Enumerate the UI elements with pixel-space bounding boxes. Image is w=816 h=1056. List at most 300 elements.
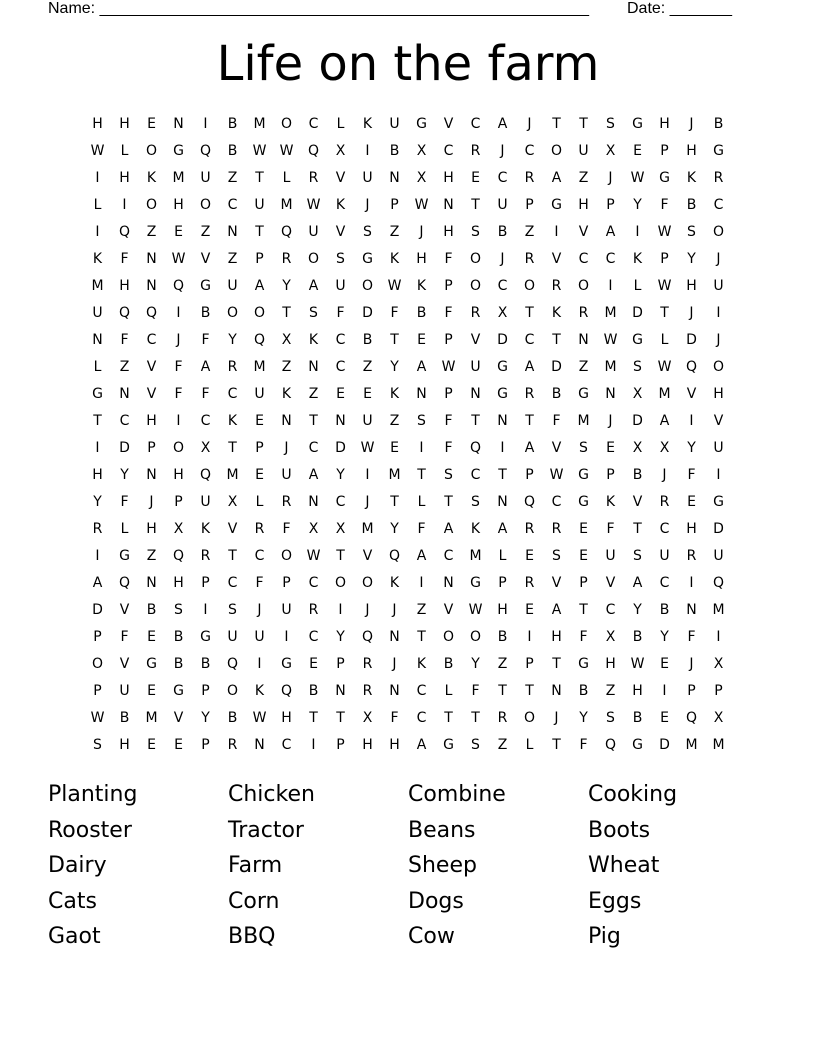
grid-letter: P xyxy=(93,683,102,699)
grid-letter: A xyxy=(443,521,454,537)
grid-letter: K xyxy=(605,494,616,510)
grid-letter: Z xyxy=(578,170,589,186)
grid-letter: J xyxy=(689,116,694,132)
grid-letter: L xyxy=(93,359,102,375)
grid-letter: F xyxy=(174,386,183,402)
grid-letter: C xyxy=(659,521,670,537)
grid-letter: I xyxy=(122,197,127,213)
grid-letter: Q xyxy=(226,656,239,672)
grid-letter: T xyxy=(228,440,237,456)
grid-letter: V xyxy=(713,413,724,429)
grid-letter: W xyxy=(90,710,105,726)
grid-letter: B xyxy=(389,143,400,159)
grid-letter: B xyxy=(173,629,184,645)
grid-letter: N xyxy=(308,494,319,510)
grid-letter: M xyxy=(280,197,293,213)
grid-letter: O xyxy=(280,548,293,564)
word-list-item: Cats xyxy=(48,888,97,914)
grid-letter: B xyxy=(686,197,697,213)
grid-letter: X xyxy=(227,494,238,510)
grid-letter: G xyxy=(578,467,589,483)
grid-letter: Z xyxy=(146,548,157,564)
grid-letter: Z xyxy=(281,359,292,375)
grid-letter: N xyxy=(443,197,454,213)
grid-letter: S xyxy=(606,710,615,726)
grid-letter: Q xyxy=(361,629,374,645)
grid-letter: G xyxy=(659,170,670,186)
grid-letter: L xyxy=(93,197,102,213)
grid-letter: T xyxy=(282,305,291,321)
grid-letter: F xyxy=(201,386,210,402)
grid-letter: J xyxy=(716,332,721,348)
grid-letter: R xyxy=(308,602,319,618)
grid-letter: T xyxy=(525,305,534,321)
grid-letter: U xyxy=(578,143,589,159)
grid-letter: K xyxy=(632,251,643,267)
grid-letter: E xyxy=(336,386,345,402)
grid-letter: M xyxy=(361,521,374,537)
grid-letter: C xyxy=(227,575,238,591)
grid-letter: F xyxy=(579,629,588,645)
word-list-item: Sheep xyxy=(408,853,477,878)
grid-letter: Q xyxy=(712,575,725,591)
grid-letter: H xyxy=(686,521,697,537)
grid-letter: O xyxy=(307,251,320,267)
grid-letter: G xyxy=(416,116,427,132)
grid-letter: E xyxy=(660,656,669,672)
grid-letter: M xyxy=(226,467,239,483)
grid-letter: A xyxy=(92,575,103,591)
grid-letter: K xyxy=(335,197,346,213)
grid-letter: X xyxy=(173,521,184,537)
grid-letter: O xyxy=(226,305,239,321)
grid-letter: M xyxy=(469,548,482,564)
grid-letter: A xyxy=(605,224,616,240)
grid-letter: Q xyxy=(685,359,698,375)
grid-letter: R xyxy=(713,170,724,186)
grid-letter: O xyxy=(226,683,239,699)
grid-letter: X xyxy=(632,440,643,456)
grid-letter: S xyxy=(633,359,642,375)
grid-letter: H xyxy=(686,278,697,294)
grid-letter: O xyxy=(523,278,536,294)
grid-letter: B xyxy=(200,305,211,321)
grid-letter: T xyxy=(579,116,588,132)
grid-letter: X xyxy=(335,521,346,537)
grid-letter: Z xyxy=(119,359,130,375)
grid-letter: R xyxy=(524,251,535,267)
grid-letter: V xyxy=(119,602,130,618)
grid-letter: V xyxy=(470,332,481,348)
grid-letter: N xyxy=(551,683,562,699)
grid-letter: N xyxy=(497,494,508,510)
grid-letter: J xyxy=(689,656,694,672)
grid-letter: I xyxy=(95,170,100,186)
grid-letter: Z xyxy=(578,359,589,375)
grid-letter: F xyxy=(120,629,129,645)
grid-letter: B xyxy=(362,332,373,348)
grid-letter: C xyxy=(470,116,481,132)
grid-letter: H xyxy=(281,710,292,726)
grid-letter: J xyxy=(365,602,370,618)
grid-letter: Z xyxy=(227,170,238,186)
grid-letter: U xyxy=(200,494,211,510)
grid-letter: W xyxy=(90,143,105,159)
grid-letter: V xyxy=(605,575,616,591)
grid-letter: V xyxy=(551,251,562,267)
grid-letter: U xyxy=(713,278,724,294)
word-list-item: Dogs xyxy=(408,888,464,914)
grid-letter: E xyxy=(579,548,588,564)
grid-letter: I xyxy=(284,629,289,645)
grid-letter: T xyxy=(471,413,480,429)
grid-letter: V xyxy=(551,440,562,456)
grid-letter: C xyxy=(308,116,319,132)
grid-letter: C xyxy=(254,548,265,564)
grid-letter: C xyxy=(335,359,346,375)
grid-letter: H xyxy=(551,629,562,645)
grid-letter: S xyxy=(633,548,642,564)
grid-letter: A xyxy=(524,440,535,456)
grid-letter: G xyxy=(92,386,103,402)
grid-letter: R xyxy=(200,548,211,564)
grid-letter: J xyxy=(149,494,154,510)
grid-letter: U xyxy=(254,197,265,213)
grid-letter: I xyxy=(554,224,559,240)
grid-letter: L xyxy=(120,143,129,159)
grid-letter: U xyxy=(281,467,292,483)
grid-letter: T xyxy=(552,116,561,132)
grid-letter: J xyxy=(608,170,613,186)
grid-letter: H xyxy=(173,197,184,213)
grid-letter: D xyxy=(713,521,724,537)
grid-letter: W xyxy=(252,143,267,159)
word-list-item: Cow xyxy=(408,924,455,949)
grid-letter: Y xyxy=(633,197,642,213)
grid-letter: I xyxy=(365,467,370,483)
grid-letter: O xyxy=(712,359,725,375)
grid-letter: B xyxy=(227,710,238,726)
grid-letter: P xyxy=(660,251,669,267)
grid-letter: F xyxy=(336,305,345,321)
grid-letter: D xyxy=(362,305,373,321)
grid-letter: T xyxy=(309,413,318,429)
grid-letter: N xyxy=(389,683,400,699)
grid-letter: A xyxy=(200,359,211,375)
grid-letter: G xyxy=(632,332,643,348)
grid-letter: Y xyxy=(390,359,399,375)
grid-letter: H xyxy=(92,467,103,483)
grid-letter: R xyxy=(497,710,508,726)
grid-letter: N xyxy=(146,251,157,267)
grid-letter: J xyxy=(365,494,370,510)
grid-letter: E xyxy=(390,440,399,456)
grid-letter: C xyxy=(146,332,157,348)
grid-letter: T xyxy=(471,710,480,726)
grid-letter: C xyxy=(335,494,346,510)
grid-letter: P xyxy=(174,494,183,510)
grid-letter: R xyxy=(686,548,697,564)
grid-letter: V xyxy=(578,224,589,240)
grid-letter: A xyxy=(551,602,562,618)
grid-letter: J xyxy=(176,332,181,348)
word-list-item: Rooster xyxy=(48,817,132,843)
grid-letter: N xyxy=(146,467,157,483)
grid-letter: N xyxy=(389,170,400,186)
grid-letter: T xyxy=(498,683,507,699)
grid-letter: C xyxy=(308,629,319,645)
grid-letter: G xyxy=(200,629,211,645)
grid-letter: K xyxy=(470,521,481,537)
grid-letter: V xyxy=(119,656,130,672)
grid-letter: X xyxy=(416,170,427,186)
grid-letter: H xyxy=(713,386,724,402)
grid-letter: R xyxy=(254,521,265,537)
grid-letter: M xyxy=(91,278,104,294)
grid-letter: V xyxy=(551,575,562,591)
word-list-item: Cooking xyxy=(588,782,678,807)
grid-letter: M xyxy=(253,116,266,132)
grid-letter: H xyxy=(443,170,454,186)
grid-letter: D xyxy=(119,440,130,456)
grid-letter: P xyxy=(660,143,669,159)
grid-letter: Q xyxy=(172,548,185,564)
name-field-label: Name: _______________________________________________________ xyxy=(48,0,589,17)
grid-letter: Q xyxy=(118,575,131,591)
grid-letter: R xyxy=(470,143,481,159)
grid-letter: H xyxy=(497,602,508,618)
grid-letter: E xyxy=(417,332,426,348)
word-search-grid xyxy=(84,116,732,764)
grid-letter: M xyxy=(388,467,401,483)
grid-letter: G xyxy=(713,143,724,159)
grid-letter: C xyxy=(497,170,508,186)
grid-letter: U xyxy=(713,440,724,456)
grid-letter: R xyxy=(524,521,535,537)
grid-letter: T xyxy=(525,413,534,429)
grid-letter: R xyxy=(92,521,103,537)
grid-letter: O xyxy=(361,278,374,294)
grid-letter: E xyxy=(660,710,669,726)
grid-letter: N xyxy=(416,386,427,402)
grid-letter: X xyxy=(335,143,346,159)
grid-letter: G xyxy=(578,494,589,510)
grid-letter: G xyxy=(362,251,373,267)
grid-letter: R xyxy=(362,683,373,699)
grid-letter: F xyxy=(444,251,453,267)
grid-letter: P xyxy=(201,575,210,591)
grid-letter: K xyxy=(389,251,400,267)
grid-letter: I xyxy=(203,602,208,618)
grid-letter: M xyxy=(604,359,617,375)
grid-letter: B xyxy=(659,602,670,618)
grid-letter: F xyxy=(660,197,669,213)
grid-letter: H xyxy=(686,143,697,159)
grid-letter: U xyxy=(605,548,616,564)
grid-row xyxy=(84,413,732,440)
grid-letter: N xyxy=(227,224,238,240)
grid-letter: K xyxy=(200,521,211,537)
grid-letter: P xyxy=(336,737,345,753)
grid-letter: C xyxy=(281,737,292,753)
grid-letter: B xyxy=(119,710,130,726)
grid-letter: M xyxy=(712,602,725,618)
grid-letter: C xyxy=(470,467,481,483)
grid-letter: C xyxy=(227,197,238,213)
grid-letter: T xyxy=(552,737,561,753)
grid-letter: D xyxy=(632,305,643,321)
grid-letter: B xyxy=(578,683,589,699)
grid-letter: G xyxy=(200,278,211,294)
grid-letter: K xyxy=(227,413,238,429)
grid-row xyxy=(84,629,732,656)
grid-letter: N xyxy=(335,683,346,699)
grid-letter: F xyxy=(606,521,615,537)
grid-letter: G xyxy=(497,359,508,375)
grid-letter: W xyxy=(360,440,375,456)
grid-letter: U xyxy=(308,224,319,240)
grid-letter: P xyxy=(201,683,210,699)
grid-letter: O xyxy=(361,575,374,591)
grid-letter: T xyxy=(498,467,507,483)
grid-letter: R xyxy=(227,359,238,375)
grid-letter: F xyxy=(687,629,696,645)
grid-letter: K xyxy=(551,305,562,321)
grid-letter: J xyxy=(554,710,559,726)
grid-letter: G xyxy=(173,683,184,699)
grid-letter: T xyxy=(525,683,534,699)
grid-letter: U xyxy=(713,548,724,564)
grid-row xyxy=(84,359,732,386)
grid-letter: G xyxy=(551,197,562,213)
grid-letter: Q xyxy=(280,224,293,240)
grid-letter: I xyxy=(419,440,424,456)
grid-letter: L xyxy=(660,332,669,348)
grid-letter: K xyxy=(254,683,265,699)
grid-letter: W xyxy=(252,710,267,726)
grid-letter: Q xyxy=(469,440,482,456)
grid-letter: C xyxy=(308,440,319,456)
grid-letter: A xyxy=(497,116,508,132)
grid-letter: S xyxy=(174,602,183,618)
grid-letter: B xyxy=(632,467,643,483)
grid-letter: H xyxy=(119,116,130,132)
grid-letter: V xyxy=(335,170,346,186)
grid-row xyxy=(84,548,732,575)
grid-letter: B xyxy=(632,629,643,645)
grid-letter: R xyxy=(551,278,562,294)
grid-letter: U xyxy=(254,629,265,645)
grid-letter: O xyxy=(442,629,455,645)
grid-letter: Z xyxy=(497,737,508,753)
grid-letter: Y xyxy=(228,332,237,348)
grid-letter: Y xyxy=(390,521,399,537)
grid-row xyxy=(84,602,732,629)
word-list-item: Farm xyxy=(228,853,283,878)
grid-letter: E xyxy=(147,683,156,699)
grid-letter: I xyxy=(527,629,532,645)
grid-letter: P xyxy=(147,440,156,456)
grid-letter: I xyxy=(716,467,721,483)
grid-letter: A xyxy=(659,413,670,429)
grid-letter: X xyxy=(713,710,724,726)
grid-letter: I xyxy=(95,440,100,456)
grid-letter: O xyxy=(199,197,212,213)
grid-letter: J xyxy=(257,602,262,618)
grid-letter: Q xyxy=(145,305,158,321)
grid-letter: Y xyxy=(201,710,210,726)
grid-letter: D xyxy=(686,332,697,348)
grid-letter: K xyxy=(281,386,292,402)
grid-letter: I xyxy=(419,575,424,591)
grid-letter: M xyxy=(712,737,725,753)
grid-letter: I xyxy=(689,575,694,591)
grid-letter: X xyxy=(416,143,427,159)
grid-letter: S xyxy=(552,548,561,564)
grid-row xyxy=(84,305,732,332)
grid-letter: J xyxy=(716,251,721,267)
grid-letter: R xyxy=(281,251,292,267)
grid-letter: H xyxy=(389,737,400,753)
grid-letter: Z xyxy=(308,386,319,402)
grid-letter: J xyxy=(365,197,370,213)
grid-letter: K xyxy=(308,332,319,348)
grid-row xyxy=(84,251,732,278)
grid-letter: O xyxy=(334,575,347,591)
word-list-item: Pig xyxy=(588,924,621,949)
grid-letter: T xyxy=(417,629,426,645)
grid-letter: G xyxy=(713,494,724,510)
grid-letter: X xyxy=(281,332,292,348)
grid-letter: X xyxy=(659,440,670,456)
grid-letter: R xyxy=(524,170,535,186)
grid-letter: Q xyxy=(253,332,266,348)
grid-letter: V xyxy=(335,224,346,240)
word-list-item: Combine xyxy=(408,782,506,807)
grid-letter: B xyxy=(443,656,454,672)
grid-letter: A xyxy=(308,278,319,294)
grid-letter: E xyxy=(174,224,183,240)
grid-letter: Q xyxy=(118,305,131,321)
grid-letter: A xyxy=(416,548,427,564)
grid-letter: E xyxy=(525,548,534,564)
grid-letter: B xyxy=(308,683,319,699)
grid-letter: M xyxy=(658,386,671,402)
grid-letter: P xyxy=(687,683,696,699)
grid-letter: H xyxy=(605,656,616,672)
grid-letter: Z xyxy=(497,656,508,672)
grid-letter: Y xyxy=(660,629,669,645)
grid-letter: N xyxy=(389,629,400,645)
grid-letter: B xyxy=(227,143,238,159)
grid-letter: D xyxy=(335,440,346,456)
grid-letter: R xyxy=(227,737,238,753)
grid-letter: S xyxy=(471,224,480,240)
grid-letter: F xyxy=(417,521,426,537)
grid-letter: N xyxy=(605,386,616,402)
grid-letter: Y xyxy=(687,251,696,267)
grid-letter: O xyxy=(91,656,104,672)
grid-letter: V xyxy=(146,359,157,375)
grid-letter: L xyxy=(282,170,291,186)
grid-letter: K xyxy=(686,170,697,186)
grid-letter: I xyxy=(311,737,316,753)
grid-letter: E xyxy=(687,494,696,510)
grid-letter: S xyxy=(336,251,345,267)
grid-letter: L xyxy=(525,737,534,753)
grid-letter: U xyxy=(389,116,400,132)
word-list-item: Eggs xyxy=(588,888,642,914)
